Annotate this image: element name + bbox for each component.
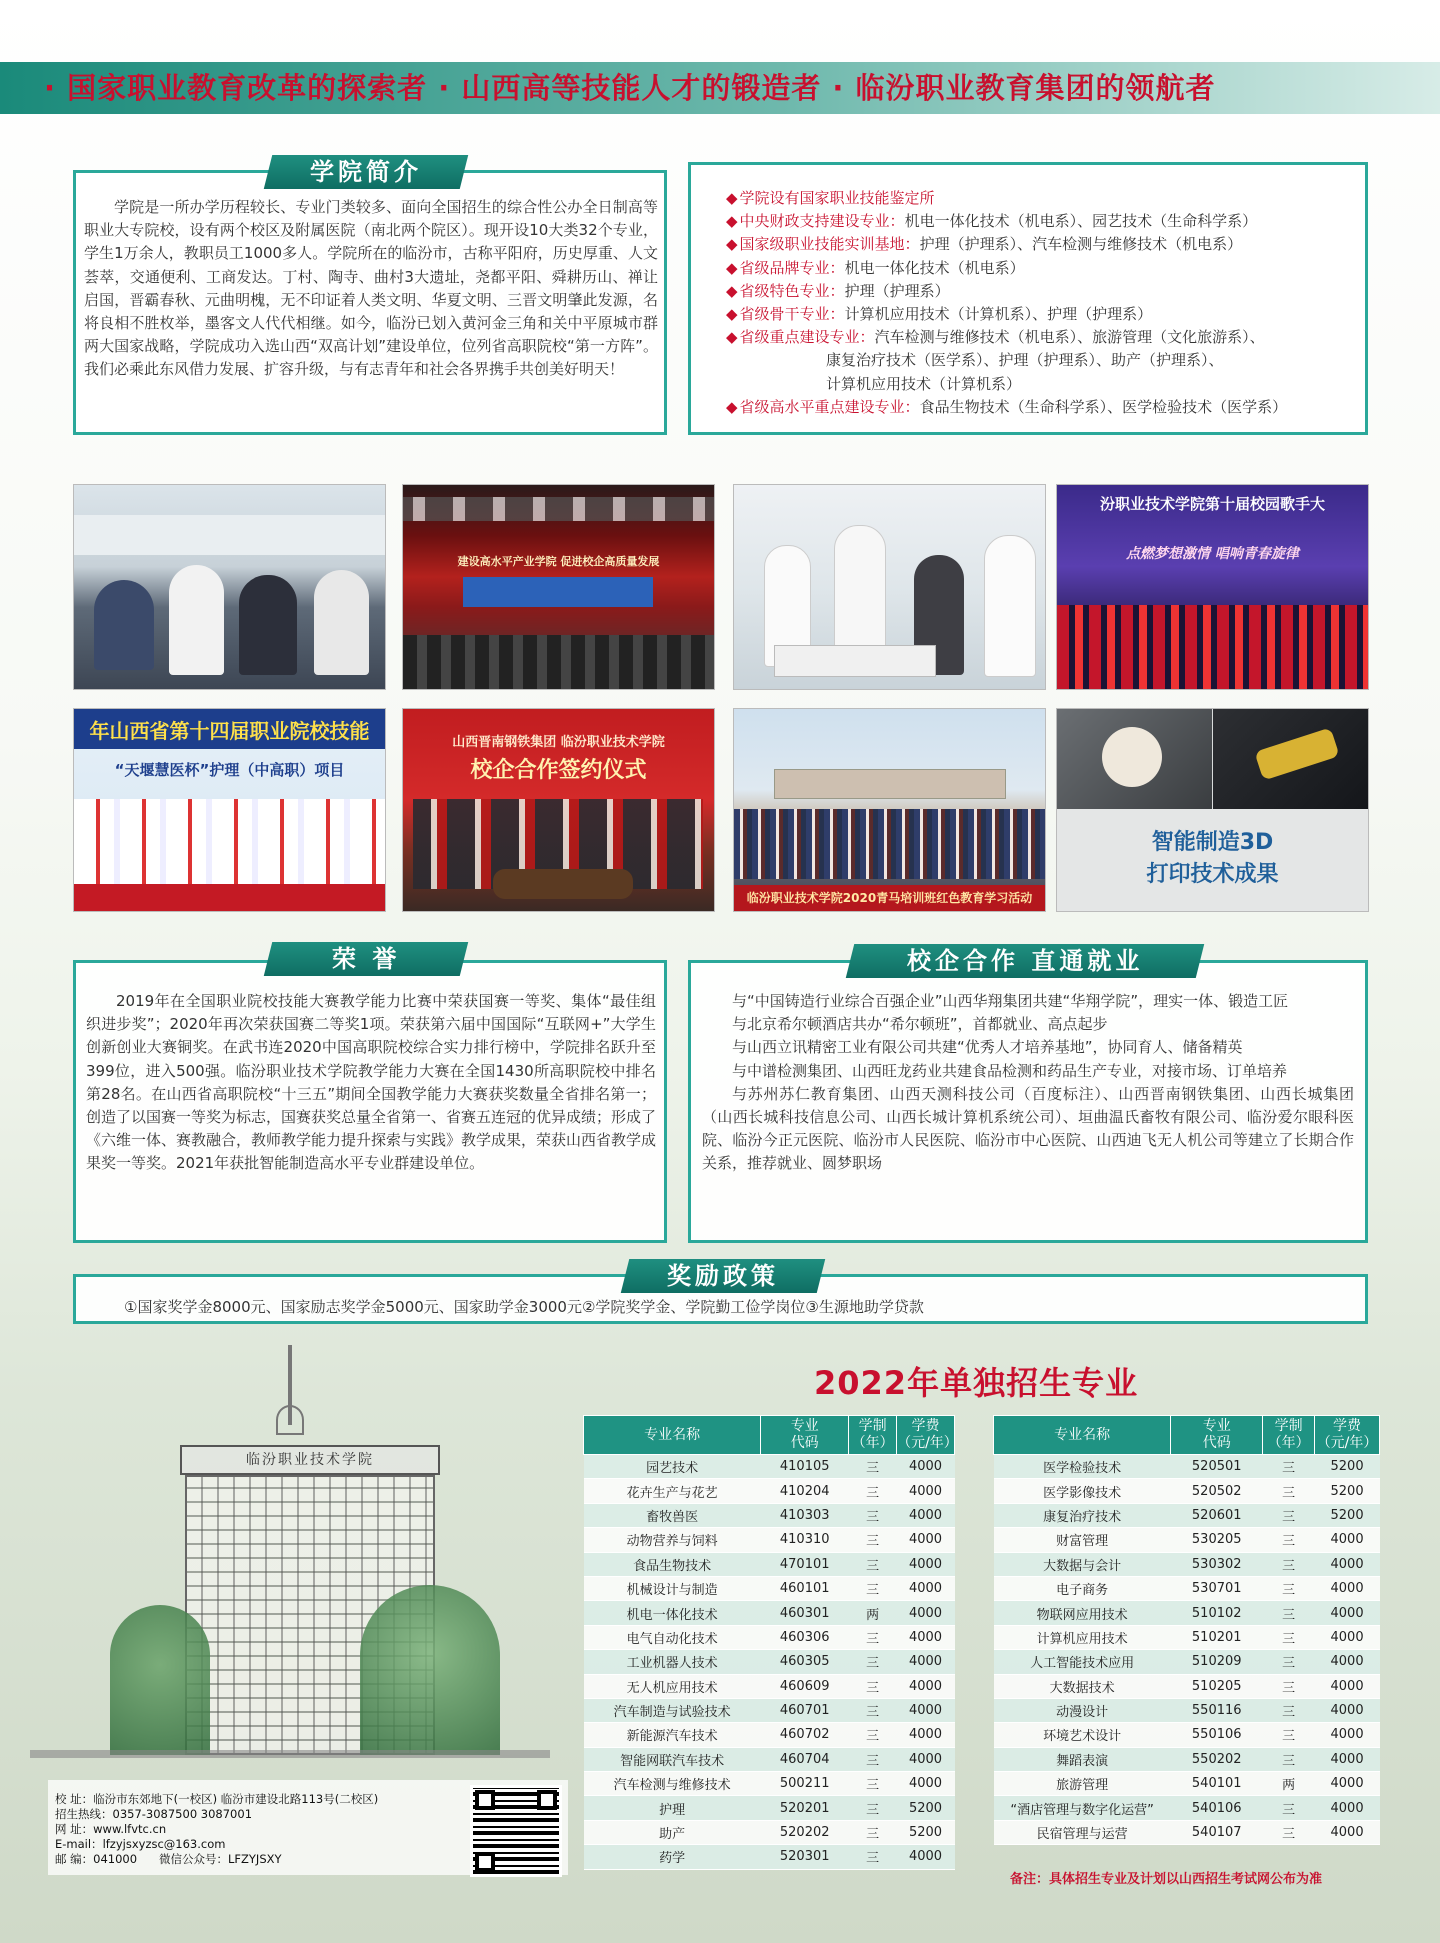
diamond-bullet-icon: ◆ bbox=[726, 189, 738, 207]
honor-title: 荣 誉 bbox=[264, 942, 468, 976]
feature-body: 食品生物技术（生命科学系）、医学检验技术（医学系） bbox=[919, 397, 1288, 416]
photo-outdoor-caption: 临汾职业技术学院2020青马培训班红色教育学习活动 bbox=[746, 891, 1033, 905]
table-cell: 520301 bbox=[761, 1845, 849, 1869]
banner-slogan: · 国家职业教育改革的探索者 · 山西高等技能人才的锻造者 · 临汾职业教育集团的领航者 bbox=[44, 71, 1216, 105]
table-cell: 三 bbox=[849, 1479, 897, 1503]
table-header: 学费 （元/年） bbox=[897, 1416, 955, 1455]
feature-head: 省级骨干专业： bbox=[739, 305, 845, 324]
table-cell: 三 bbox=[1263, 1674, 1315, 1698]
feature-body: 康复治疗技术（医学系）、护理（护理系）、助产（护理系）、 bbox=[826, 351, 1224, 370]
table-cell: 三 bbox=[849, 1528, 897, 1552]
feature-body: 汽车检测与维修技术（机电系）、旅游管理（文化旅游系）、 bbox=[874, 328, 1265, 347]
table-cell: 550116 bbox=[1171, 1698, 1263, 1722]
table-row bbox=[994, 1528, 1380, 1552]
table-cell: 三 bbox=[1263, 1503, 1315, 1527]
table-row bbox=[584, 1601, 955, 1625]
table-cell: 环境艺术设计 bbox=[994, 1723, 1171, 1747]
photo-singer-stage: 点燃梦想激情 唱响青春旋律 bbox=[1126, 546, 1299, 562]
table-row bbox=[994, 1479, 1380, 1503]
table-cell: 460704 bbox=[761, 1747, 849, 1771]
table-cell: 410303 bbox=[761, 1503, 849, 1527]
table-cell: 工业机器人技术 bbox=[584, 1650, 761, 1674]
contact-zip-wechat: 邮 编：041000 微信公众号：LFZYJSXY bbox=[55, 1852, 282, 1866]
feature-item bbox=[726, 373, 1356, 396]
coop-paragraph: 与“中国铸造行业综合百强企业”山西华翔集团共建“华翔学院”，理实一体、锻造工匠 bbox=[732, 992, 1289, 1010]
table-cell: 530302 bbox=[1171, 1552, 1263, 1576]
table-cell: 460301 bbox=[761, 1601, 849, 1625]
photo-signing-title: 山西晋南钢铁集团 临汾职业技术学院 bbox=[452, 735, 665, 750]
contact-email: E-mail：lfzyjsxyzsc@163.com bbox=[55, 1837, 226, 1851]
table-cell: 物联网应用技术 bbox=[994, 1601, 1171, 1625]
table-row bbox=[584, 1820, 955, 1844]
table-row bbox=[584, 1503, 955, 1527]
table-cell: “酒店管理与数字化运营” bbox=[994, 1796, 1171, 1820]
feature-item bbox=[726, 233, 1356, 256]
table-header: 专业 代码 bbox=[1171, 1416, 1263, 1455]
diamond-bullet-icon: ◆ bbox=[726, 281, 738, 300]
table-cell: 三 bbox=[1263, 1796, 1315, 1820]
table-cell: 旅游管理 bbox=[994, 1772, 1171, 1796]
table-cell: 510209 bbox=[1171, 1650, 1263, 1674]
feature-item bbox=[726, 349, 1356, 372]
table-cell: 4000 bbox=[897, 1503, 955, 1527]
table-cell: 三 bbox=[849, 1772, 897, 1796]
table-cell: 4000 bbox=[1315, 1625, 1380, 1649]
table-cell: 5200 bbox=[897, 1820, 955, 1844]
table-cell: 三 bbox=[849, 1820, 897, 1844]
table-cell: 500211 bbox=[761, 1772, 849, 1796]
table-cell: 无人机应用技术 bbox=[584, 1674, 761, 1698]
table-row bbox=[994, 1576, 1380, 1600]
table-cell: 智能网联汽车技术 bbox=[584, 1747, 761, 1771]
table-cell: 4000 bbox=[897, 1698, 955, 1722]
table-row bbox=[994, 1455, 1380, 1479]
feature-body: 护理（护理系） bbox=[844, 281, 950, 300]
table-cell: 460702 bbox=[761, 1723, 849, 1747]
table-cell: 三 bbox=[1263, 1625, 1315, 1649]
table-cell: 电气自动化技术 bbox=[584, 1625, 761, 1649]
qr-code bbox=[470, 1785, 562, 1877]
intro-title: 学院简介 bbox=[264, 155, 468, 189]
feature-head: 省级品牌专业： bbox=[739, 258, 845, 277]
table-cell: 舞蹈表演 bbox=[994, 1747, 1171, 1771]
table-row bbox=[584, 1650, 955, 1674]
table-cell: 4000 bbox=[1315, 1576, 1380, 1600]
table-row bbox=[584, 1576, 955, 1600]
award-title: 奖励政策 bbox=[621, 1259, 825, 1293]
table-cell: 470101 bbox=[761, 1552, 849, 1576]
table-cell: 4000 bbox=[1315, 1772, 1380, 1796]
building-sign: 临汾职业技术学院 bbox=[246, 1452, 374, 1468]
majors-table-right bbox=[993, 1415, 1380, 1845]
feature-body: 计算机应用技术（计算机系）、护理（护理系） bbox=[844, 305, 1153, 324]
table-row bbox=[994, 1747, 1380, 1771]
photo-singer-title: 汾职业技术学院第十届校园歌手大 bbox=[1099, 495, 1325, 513]
contact-website: 网 址：www.lfvtc.cn bbox=[55, 1822, 167, 1836]
table-cell: 4000 bbox=[1315, 1650, 1380, 1674]
coop-text bbox=[702, 990, 1354, 1176]
table-cell: 4000 bbox=[1315, 1601, 1380, 1625]
table-cell: 5200 bbox=[1315, 1455, 1380, 1479]
intro-text: 学院是一所办学历程较长、专业门类较多、面向全国招生的综合性公办全日制高等职业大专院校，设有两个校区及附属医院（南北两个院区）。现开设10大类32个专业，学生1万余人，教职员工1000多人。学院所在的临汾市，古称平阳府，历史厚重、人文荟萃，交通便利、工商发达。丁村、陶寺、曲村3大遗址，尧都平阳、舜耕历山、禅让启国，晋霸春秋、元曲明槐，无不印证着人类文明、华夏文明、三晋文明肇此发源，名将良相不胜枚举，墨客文人代代相继。如今，临汾已划入黄河金三角和关中平原城市群两大国家战略，学院成功入选山西“双高计划”建设单位，位列省高职院校“第一方阵”。我们必乘此东风借力发展、扩容升级，与有志青年和社会各界携手共创美好明天！ bbox=[84, 198, 658, 379]
table-cell: 460609 bbox=[761, 1674, 849, 1698]
table-row bbox=[994, 1650, 1380, 1674]
table-cell: 汽车制造与试验技术 bbox=[584, 1698, 761, 1722]
table-row bbox=[994, 1625, 1380, 1649]
photo-singer-contest bbox=[1056, 484, 1369, 690]
photo-3d-printing bbox=[1056, 708, 1369, 912]
table-row bbox=[994, 1723, 1380, 1747]
photo-skills-contest bbox=[73, 708, 386, 912]
table-header: 专业名称 bbox=[994, 1416, 1171, 1455]
photo-classroom bbox=[73, 484, 386, 690]
table-cell: 三 bbox=[1263, 1528, 1315, 1552]
feature-item bbox=[726, 396, 1356, 419]
table-cell: 4000 bbox=[897, 1747, 955, 1771]
table-cell: 三 bbox=[1263, 1601, 1315, 1625]
features-list bbox=[726, 187, 1356, 419]
diamond-bullet-icon: ◆ bbox=[726, 258, 738, 277]
table-cell: 4000 bbox=[897, 1601, 955, 1625]
award-text: ①国家奖学金8000元、国家励志奖学金5000元、国家助学金3000元②学院奖学金、学院勤工俭学岗位③生源地助学贷款 bbox=[124, 1298, 924, 1316]
table-cell: 510205 bbox=[1171, 1674, 1263, 1698]
table-cell: 460306 bbox=[761, 1625, 849, 1649]
table-cell: 460701 bbox=[761, 1698, 849, 1722]
table-row bbox=[584, 1455, 955, 1479]
table-cell: 4000 bbox=[897, 1772, 955, 1796]
majors-table-left bbox=[583, 1415, 958, 1870]
table-row bbox=[994, 1772, 1380, 1796]
table-header: 专业名称 bbox=[584, 1416, 761, 1455]
table-cell: 三 bbox=[849, 1845, 897, 1869]
table-cell: 三 bbox=[1263, 1747, 1315, 1771]
diamond-bullet-icon: ◆ bbox=[726, 212, 738, 231]
table-row bbox=[584, 1674, 955, 1698]
table-cell: 410310 bbox=[761, 1528, 849, 1552]
building-illustration bbox=[30, 1345, 550, 1775]
table-row bbox=[584, 1772, 955, 1796]
table-cell: 动漫设计 bbox=[994, 1698, 1171, 1722]
photo-conference-banner: 建设高水平产业学院 促进校企高质量发展 bbox=[457, 555, 660, 568]
table-cell: 550106 bbox=[1171, 1723, 1263, 1747]
table-cell: 4000 bbox=[1315, 1820, 1380, 1844]
table-header: 学费 （元/年） bbox=[1315, 1416, 1380, 1455]
table-cell: 机械设计与制造 bbox=[584, 1576, 761, 1600]
table-row bbox=[584, 1747, 955, 1771]
table-cell: 520601 bbox=[1171, 1503, 1263, 1527]
table-cell: 三 bbox=[849, 1650, 897, 1674]
enroll-title: 2022年单独招生专业 bbox=[814, 1364, 1139, 1402]
feature-item bbox=[726, 257, 1356, 280]
table-header: 学制 （年） bbox=[1263, 1416, 1315, 1455]
table-cell: 460101 bbox=[761, 1576, 849, 1600]
table-cell: 三 bbox=[849, 1796, 897, 1820]
table-cell: 人工智能技术应用 bbox=[994, 1650, 1171, 1674]
table-cell: 520202 bbox=[761, 1820, 849, 1844]
table-cell: 医学检验技术 bbox=[994, 1455, 1171, 1479]
photo-signing bbox=[402, 708, 715, 912]
table-cell: 民宿管理与运营 bbox=[994, 1820, 1171, 1844]
table-row bbox=[584, 1845, 955, 1869]
feature-head: 中央财政支持建设专业： bbox=[739, 212, 905, 231]
table-cell: 三 bbox=[849, 1723, 897, 1747]
table-cell: 4000 bbox=[897, 1528, 955, 1552]
table-cell: 520501 bbox=[1171, 1455, 1263, 1479]
table-cell: 520201 bbox=[761, 1796, 849, 1820]
table-cell: 电子商务 bbox=[994, 1576, 1171, 1600]
table-cell: 园艺技术 bbox=[584, 1455, 761, 1479]
table-cell: 汽车检测与维修技术 bbox=[584, 1772, 761, 1796]
feature-item bbox=[726, 210, 1356, 233]
table-cell: 畜牧兽医 bbox=[584, 1503, 761, 1527]
diamond-bullet-icon: ◆ bbox=[726, 305, 738, 324]
feature-body: 计算机应用技术（计算机系） bbox=[826, 374, 1022, 393]
table-cell: 460305 bbox=[761, 1650, 849, 1674]
table-row bbox=[994, 1601, 1380, 1625]
contact-address: 校 址：临汾市东郊地下(一校区) 临汾市建设北路113号(二校区) bbox=[55, 1792, 379, 1806]
feature-item bbox=[726, 326, 1356, 349]
diamond-bullet-icon: ◆ bbox=[726, 397, 738, 416]
table-cell: 大数据与会计 bbox=[994, 1552, 1171, 1576]
table-cell: 动物营养与饲料 bbox=[584, 1528, 761, 1552]
feature-body: 机电一体化技术（机电系）、园艺技术（生命科学系） bbox=[904, 212, 1258, 231]
table-cell: 550202 bbox=[1171, 1747, 1263, 1771]
table-cell: 4000 bbox=[897, 1650, 955, 1674]
table-cell: 4000 bbox=[897, 1845, 955, 1869]
table-cell: 510201 bbox=[1171, 1625, 1263, 1649]
feature-item bbox=[726, 187, 1356, 210]
table-cell: 410204 bbox=[761, 1479, 849, 1503]
table-cell: 三 bbox=[1263, 1698, 1315, 1722]
feature-item bbox=[726, 280, 1356, 303]
table-cell: 三 bbox=[849, 1674, 897, 1698]
table-cell: 三 bbox=[849, 1747, 897, 1771]
table-cell: 4000 bbox=[897, 1625, 955, 1649]
table-cell: 4000 bbox=[1315, 1552, 1380, 1576]
feature-head: 学院设有国家职业技能鉴定所 bbox=[739, 189, 935, 207]
diamond-bullet-icon: ◆ bbox=[726, 328, 738, 347]
table-cell: 三 bbox=[1263, 1552, 1315, 1576]
coop-paragraph: 与山西立讯精密工业有限公司共建“优秀人才培养基地”，协同育人、储备精英 bbox=[732, 1038, 1243, 1057]
coop-paragraph: 与中谱检测集团、山西旺龙药业共建食品检测和药品生产专业，对接市场、订单培养 bbox=[732, 1061, 1288, 1080]
table-cell: 4000 bbox=[1315, 1528, 1380, 1552]
table-row bbox=[584, 1479, 955, 1503]
table-cell: 530205 bbox=[1171, 1528, 1263, 1552]
feature-body: 护理（护理系）、汽车检测与维修技术（机电系） bbox=[919, 235, 1243, 254]
table-cell: 410105 bbox=[761, 1455, 849, 1479]
photo-signing-sub: 校企合作签约仪式 bbox=[470, 758, 647, 783]
table-cell: 三 bbox=[1263, 1576, 1315, 1600]
table-cell: 计算机应用技术 bbox=[994, 1625, 1171, 1649]
coop-paragraph: 与北京希尔顿酒店共办“希尔顿班”，首都就业、高点起步 bbox=[732, 1015, 1108, 1034]
table-row bbox=[994, 1698, 1380, 1722]
table-cell: 助产 bbox=[584, 1820, 761, 1844]
table-cell: 三 bbox=[849, 1552, 897, 1576]
table-cell: 护理 bbox=[584, 1796, 761, 1820]
table-cell: 新能源汽车技术 bbox=[584, 1723, 761, 1747]
contact-phone: 招生热线：0357-3087500 3087001 bbox=[55, 1807, 253, 1821]
photo-conference bbox=[402, 484, 715, 690]
table-cell: 4000 bbox=[1315, 1723, 1380, 1747]
table-row bbox=[584, 1625, 955, 1649]
table-cell: 4000 bbox=[1315, 1796, 1380, 1820]
coop-paragraph: 与苏州苏仁教育集团、山西天测科技公司（百度标注）、山西晋南钢铁集团、山西长城集团（山西长城科技信息公司、山西长城计算机系统公司）、垣曲温氏畜牧有限公司、临汾爱尔眼科医院、临汾今正元医院、临汾市人民医院、临汾市中心医院、山西迪飞无人机公司等建立了长期合作关系，推荐就业、圆梦职场 bbox=[702, 1084, 1354, 1173]
table-cell: 花卉生产与花艺 bbox=[584, 1479, 761, 1503]
table-cell: 4000 bbox=[897, 1674, 955, 1698]
table-cell: 4000 bbox=[1315, 1698, 1380, 1722]
table-cell: 4000 bbox=[897, 1576, 955, 1600]
table-cell: 三 bbox=[849, 1576, 897, 1600]
table-cell: 4000 bbox=[897, 1552, 955, 1576]
table-cell: 4000 bbox=[897, 1723, 955, 1747]
table-header: 学制 （年） bbox=[849, 1416, 897, 1455]
table-cell: 大数据技术 bbox=[994, 1674, 1171, 1698]
table-cell: 三 bbox=[1263, 1650, 1315, 1674]
feature-head: 省级重点建设专业： bbox=[739, 328, 875, 347]
table-row bbox=[994, 1674, 1380, 1698]
table-row bbox=[584, 1723, 955, 1747]
table-cell: 三 bbox=[849, 1698, 897, 1722]
table-cell: 机电一体化技术 bbox=[584, 1601, 761, 1625]
table-cell: 两 bbox=[1263, 1772, 1315, 1796]
photo-skills-sub: “天堰慧医杯”护理（中高职）项目 bbox=[114, 761, 345, 779]
table-cell: 两 bbox=[849, 1601, 897, 1625]
table-cell: 康复治疗技术 bbox=[994, 1503, 1171, 1527]
table-cell: 三 bbox=[849, 1455, 897, 1479]
table-cell: 540106 bbox=[1171, 1796, 1263, 1820]
coop-title: 校企合作 直通就业 bbox=[846, 944, 1204, 978]
photo-3d-caption: 智能制造3D 打印技术成果 bbox=[1146, 830, 1279, 887]
table-row bbox=[994, 1552, 1380, 1576]
photo-skills-title: 年山西省第十四届职业院校技能 bbox=[89, 719, 370, 743]
feature-body: 机电一体化技术（机电系） bbox=[844, 258, 1025, 277]
table-cell: 530701 bbox=[1171, 1576, 1263, 1600]
table-cell: 三 bbox=[1263, 1820, 1315, 1844]
table-header: 专业 代码 bbox=[761, 1416, 849, 1455]
feature-head: 省级特色专业： bbox=[739, 281, 845, 300]
table-cell: 三 bbox=[1263, 1479, 1315, 1503]
feature-head: 国家级职业技能实训基地： bbox=[739, 235, 920, 254]
table-cell: 财富管理 bbox=[994, 1528, 1171, 1552]
table-row bbox=[584, 1552, 955, 1576]
photo-nursing bbox=[733, 484, 1046, 690]
feature-item bbox=[726, 303, 1356, 326]
table-cell: 4000 bbox=[1315, 1674, 1380, 1698]
table-cell: 4000 bbox=[1315, 1747, 1380, 1771]
table-cell: 5200 bbox=[1315, 1479, 1380, 1503]
contact-info bbox=[55, 1792, 378, 1867]
table-cell: 540101 bbox=[1171, 1772, 1263, 1796]
table-row bbox=[584, 1698, 955, 1722]
table-cell: 医学影像技术 bbox=[994, 1479, 1171, 1503]
enroll-note: 备注：具体招生专业及计划以山西招生考试网公布为准 bbox=[1010, 1872, 1323, 1887]
table-cell: 药学 bbox=[584, 1845, 761, 1869]
table-row bbox=[584, 1528, 955, 1552]
table-row bbox=[994, 1503, 1380, 1527]
table-cell: 5200 bbox=[1315, 1503, 1380, 1527]
photo-outdoor-group bbox=[733, 708, 1046, 912]
table-row bbox=[994, 1796, 1380, 1820]
table-cell: 5200 bbox=[897, 1796, 955, 1820]
table-cell: 4000 bbox=[897, 1455, 955, 1479]
table-cell: 4000 bbox=[897, 1479, 955, 1503]
table-cell: 540107 bbox=[1171, 1820, 1263, 1844]
table-cell: 520502 bbox=[1171, 1479, 1263, 1503]
table-cell: 三 bbox=[1263, 1723, 1315, 1747]
table-cell: 食品生物技术 bbox=[584, 1552, 761, 1576]
feature-head: 省级高水平重点建设专业： bbox=[739, 397, 920, 416]
table-cell: 510102 bbox=[1171, 1601, 1263, 1625]
diamond-bullet-icon: ◆ bbox=[726, 235, 738, 254]
table-row bbox=[584, 1796, 955, 1820]
honor-text: 2019年在全国职业院校技能大赛教学能力比赛中荣获国赛一等奖、集体“最佳组织进步奖”；2020年再次荣获国赛二等奖1项。荣获第六届中国国际“互联网+”大学生创新创业大赛铜奖。在武书连2020中国高职院校综合实力排行榜中，学院排名跃升至399位，进入500强。临汾职业技术学院教学能力大赛在全国1430所高职院校中排名第28名。在山西省高职院校“十三五”期间全国教学能力大赛获奖数量全省排名第一；创造了以国赛一等奖为标志，国赛获奖总量全省第一、省赛五连冠的优异成绩；形成了《六维一体、赛教融合，教师教学能力提升探索与实践》教学成果，荣获山西省教学成果奖一等奖。2021年获批智能制造高水平专业群建设单位。 bbox=[86, 992, 657, 1173]
table-row bbox=[994, 1820, 1380, 1844]
table-cell: 三 bbox=[849, 1625, 897, 1649]
table-cell: 三 bbox=[849, 1503, 897, 1527]
table-cell: 三 bbox=[1263, 1455, 1315, 1479]
